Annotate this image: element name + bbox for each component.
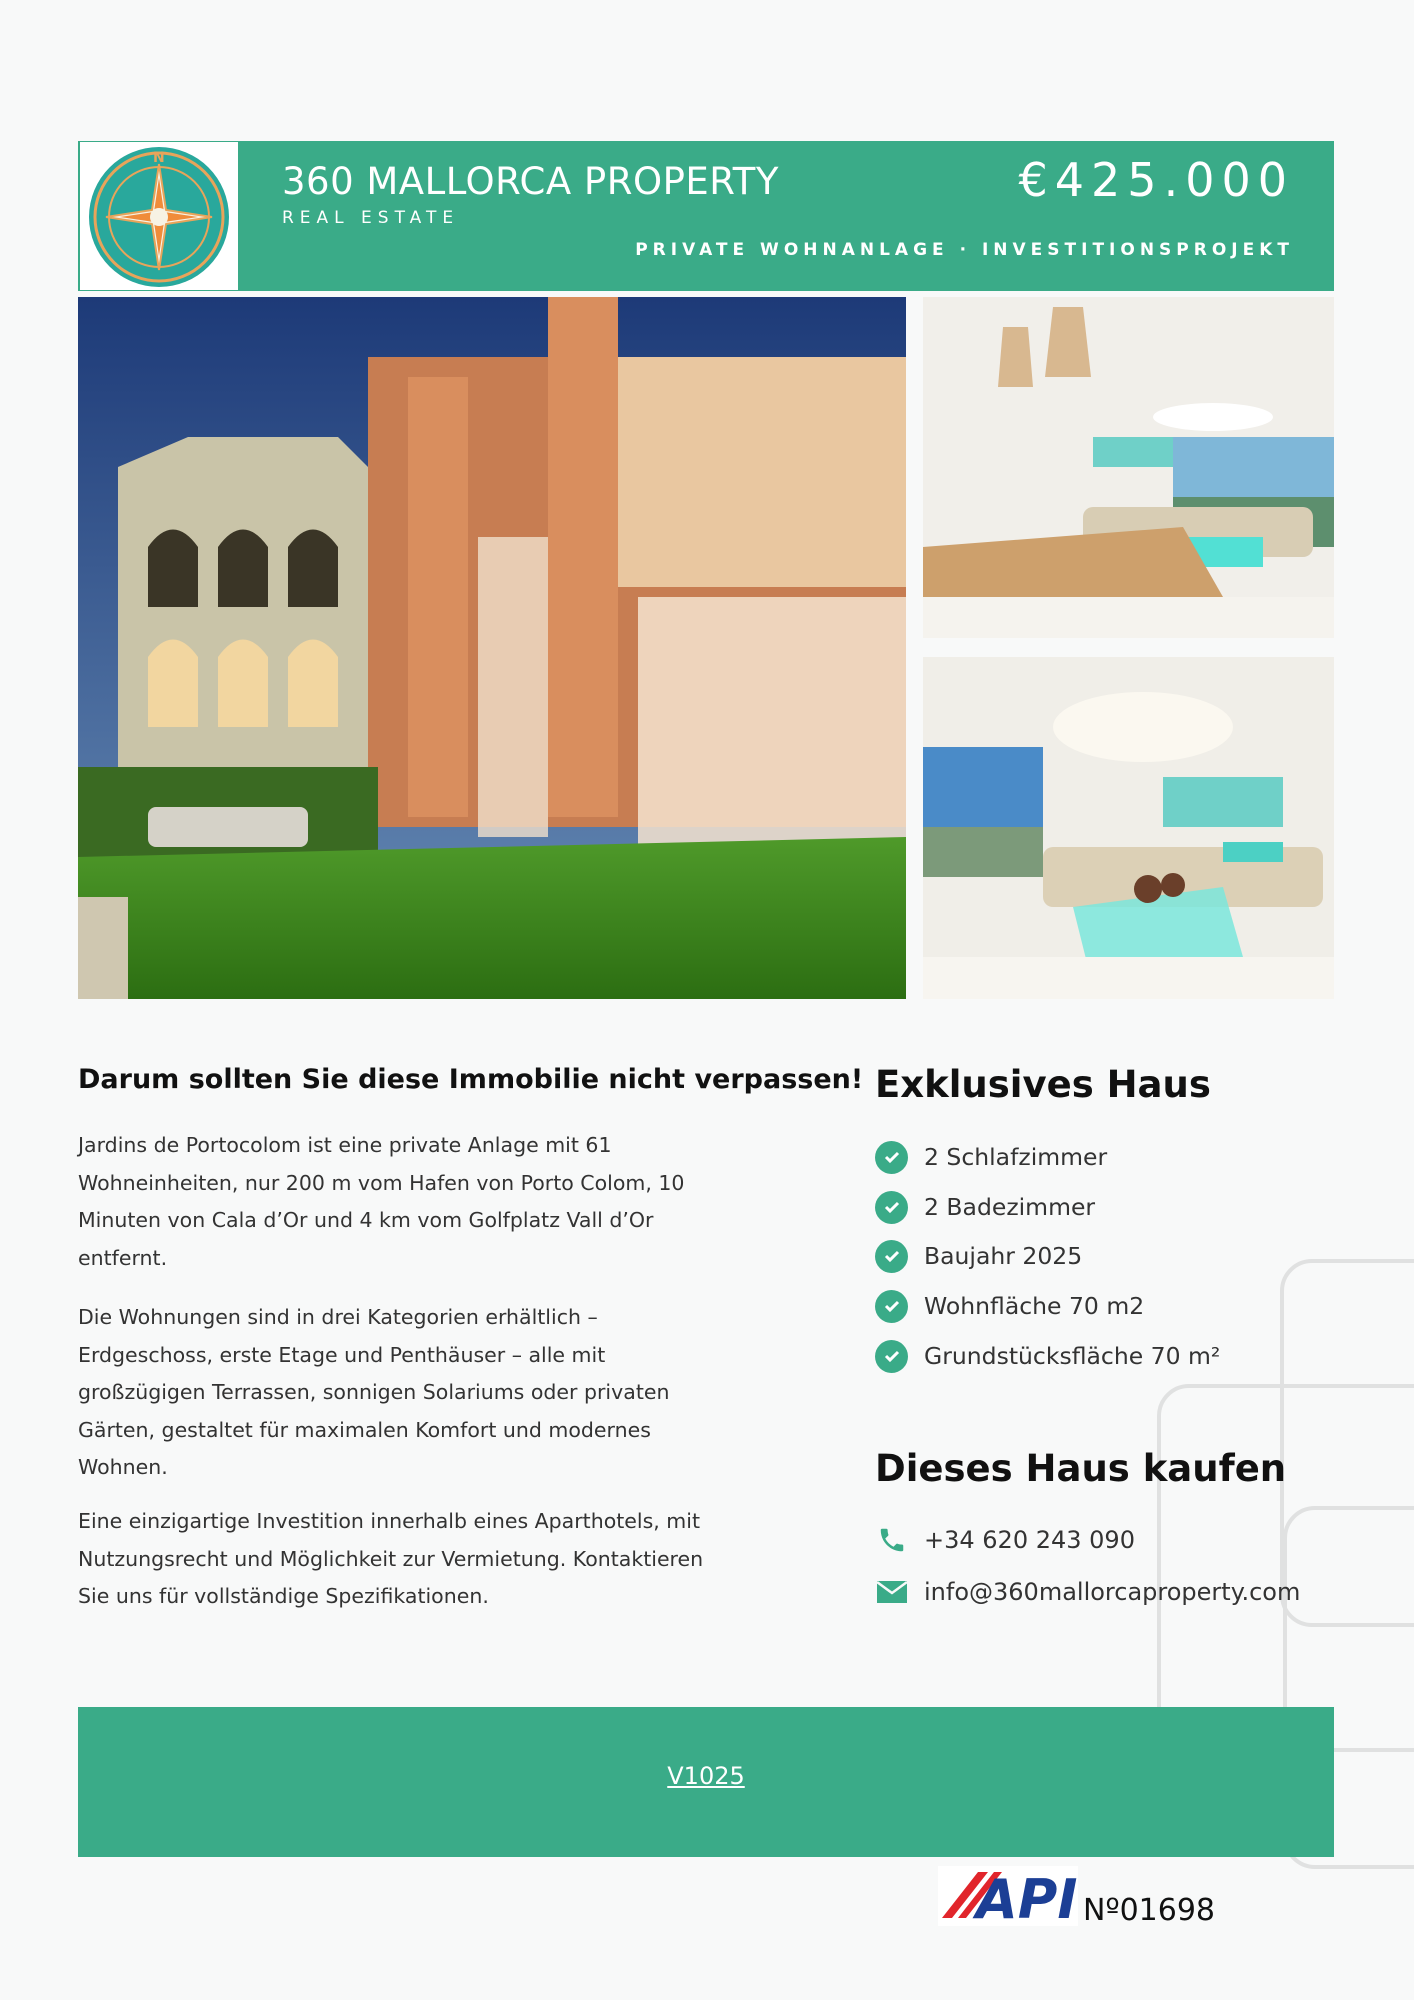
feature-year-built [875,1238,1082,1274]
footer-bar [78,1707,1334,1857]
property-tagline: PRIVATE WOHNANLAGE · INVESTITIONSPROJEKT [635,240,1294,260]
svg-text:API: API [976,1868,1078,1926]
description-heading: Darum sollten Sie diese Immobilie nicht verpassen! [78,1064,864,1095]
email-address: info@360mallorcaproperty.com [924,1577,1301,1606]
exterior-photo [78,297,906,999]
interior-dining-photo [923,297,1334,638]
company-logo [80,142,238,290]
brand-name: 360 MALLORCA PROPERTY [282,160,779,203]
reference-link[interactable]: V1025 [667,1762,745,1790]
check-icon [875,1340,908,1373]
contact-email[interactable] [875,1575,1300,1608]
api-logo-icon [938,1866,1078,1926]
api-logo [938,1866,1078,1930]
svg-text:N: N [153,150,165,166]
description-paragraph-3: Eine einzigartige Investition innerhalb eines Aparthotels, mit Nutzungsrecht und Möglichkeit zur Vermietung. Kontaktieren Sie uns für vollständige Spezifikationen. [78,1509,704,1608]
interior-living-photo [923,657,1334,999]
property-price: €425.000 [1018,153,1294,207]
api-registration-number: Nº01698 [1083,1893,1216,1928]
feature-label: Wohnfläche 70 m2 [924,1292,1145,1320]
feature-label: 2 Schlafzimmer [924,1143,1108,1171]
check-icon [875,1290,908,1323]
check-icon [875,1141,908,1174]
feature-label: Grundstücksfläche 70 m² [924,1342,1221,1370]
phone-number: +34 620 243 090 [924,1525,1135,1554]
description-paragraph-1: Jardins de Portocolom ist eine private Anlage mit 61 Wohneinheiten, nur 200 m vom Hafen von Porto Colom, 10 Minuten von Cala d’Or und 4 km vom Golfplatz Vall d’Or entfernt. [78,1133,685,1270]
feature-label: Baujahr 2025 [924,1242,1083,1270]
check-icon [875,1240,908,1273]
mail-icon [875,1575,908,1608]
brand-subtitle: REAL ESTATE [282,208,460,228]
description-paragraph-2: Die Wohnungen sind in drei Kategorien erhältlich – Erdgeschoss, erste Etage und Penthäuser – alle mit großzügigen Terrassen, sonnigen Solariums oder privaten Gärten, gestaltet für maximalen Komfort und modernes Wohnen. [78,1305,670,1479]
feature-bathrooms [875,1189,1095,1225]
compass-logo-icon [86,144,232,290]
check-icon [875,1191,908,1224]
phone-icon [875,1523,908,1556]
contact-heading: Dieses Haus kaufen [875,1447,1287,1490]
reference-link-wrapper [78,1762,1334,1790]
feature-label: 2 Badezimmer [924,1193,1096,1221]
feature-living-area [875,1288,1144,1324]
feature-plot-area [875,1338,1220,1374]
features-heading: Exklusives Haus [875,1063,1211,1106]
feature-bedrooms [875,1139,1107,1175]
contact-phone[interactable] [875,1523,1135,1556]
